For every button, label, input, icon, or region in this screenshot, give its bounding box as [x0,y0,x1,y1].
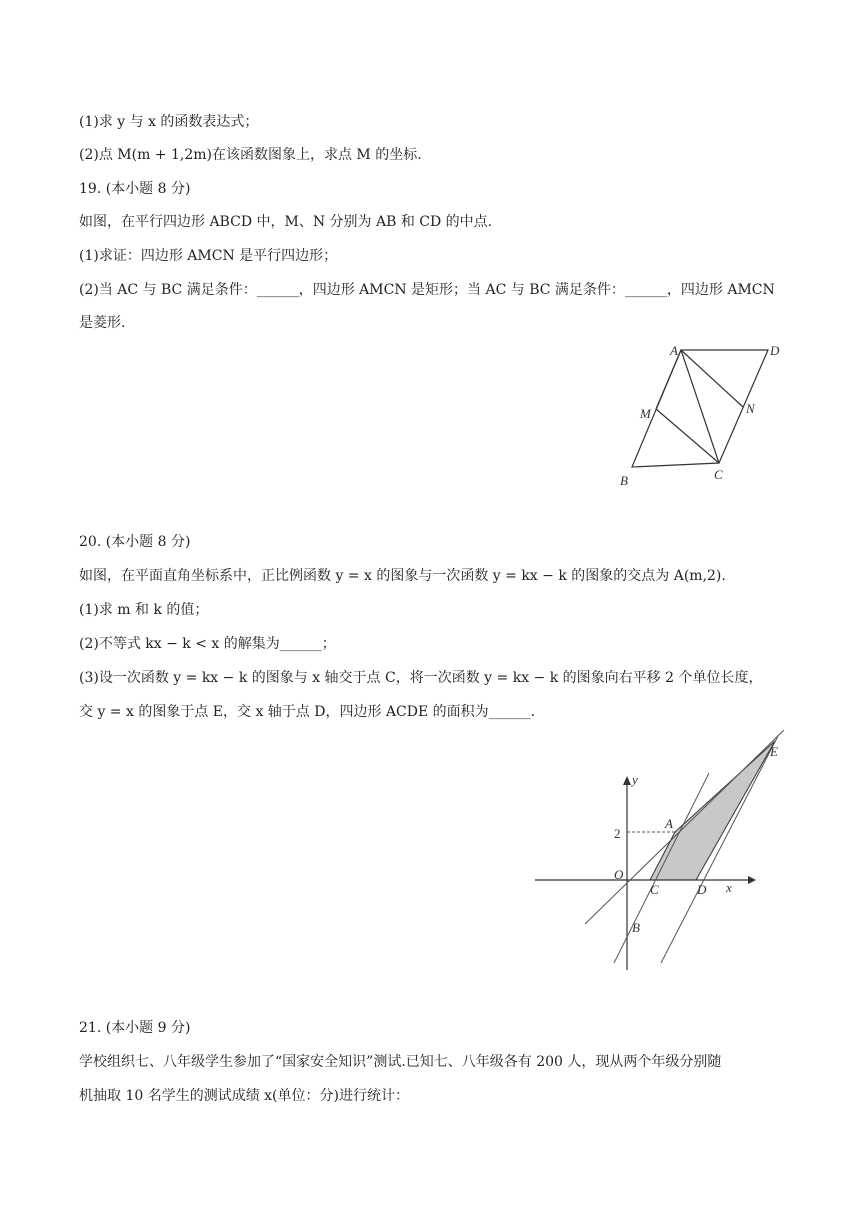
label-n: N [746,401,755,416]
label-c: C [714,467,723,482]
q20-stem: 如图，在平面直角坐标系中，正比例函数 y = x 的图象与一次函数 y = kx − k 的图象的交点为 A(m,2). [79,568,726,584]
q21-stem-line2: 机抽取 10 名学生的测试成绩 x(单位：分)进行统计： [79,1088,409,1104]
label-d: D [770,343,780,358]
label-a: A [670,343,678,358]
label-m: M [640,406,651,421]
q19-stem: 如图，在平行四边形 ABCD 中，M、N 分别为 AB 和 CD 的中点. [79,214,493,230]
x-axis-arrow [748,876,756,884]
label-a: A [665,816,673,831]
q19-part1: (1)求证：四边形 AMCN 是平行四边形； [79,248,338,264]
y-axis-arrow [623,776,631,785]
label-x: x [726,880,732,895]
label-b: B [632,920,640,935]
quadrilateral-acde-shade [650,741,775,880]
segment-a-m [656,350,681,409]
q20-part2: (2)不等式 kx − k < x 的解集为______； [79,636,336,652]
q19-header: 19. (本小题 8 分) [79,181,191,197]
label-d: D [697,882,707,897]
q20-coordinate-figure [530,728,790,978]
label-e: E [770,744,778,759]
q19-part2-line1: (2)当 AC 与 BC 满足条件：______，四边形 AMCN 是矩形；当 AC 与 BC 满足条件：______，四边形 AMCN [79,282,775,298]
label-o: O [614,867,624,882]
q19-parallelogram-figure [600,335,800,495]
label-y: y [632,772,638,787]
label-c: C [650,882,659,897]
q20-header: 20. (本小题 8 分) [79,534,191,550]
q20-part3-line1: (3)设一次函数 y = kx − k 的图象与 x 轴交于点 C，将一次函数 y = kx − k 的图象向右平移 2 个单位长度， [79,670,763,686]
q20-part3-line2: 交 y = x 的图象于点 E，交 x 轴于点 D，四边形 ACDE 的面积为______. [79,704,536,720]
q20-part1: (1)求 m 和 k 的值； [79,602,209,618]
label-two: 2 [614,826,621,841]
q18-part2: (2)点 M(m + 1,2m)在该函数图象上，求点 M 的坐标. [79,147,422,163]
label-b: B [620,473,628,488]
q21-stem-line1: 学校组织七、八年级学生参加了“国家安全知识”测试.已知七、八年级各有 200 人，现从两个年级分别随 [79,1054,722,1070]
q19-part2-line2: 是菱形. [79,315,126,331]
q18-part1: (1)求 y 与 x 的函数表达式； [79,114,259,130]
q21-header: 21. (本小题 9 分) [79,1020,191,1036]
